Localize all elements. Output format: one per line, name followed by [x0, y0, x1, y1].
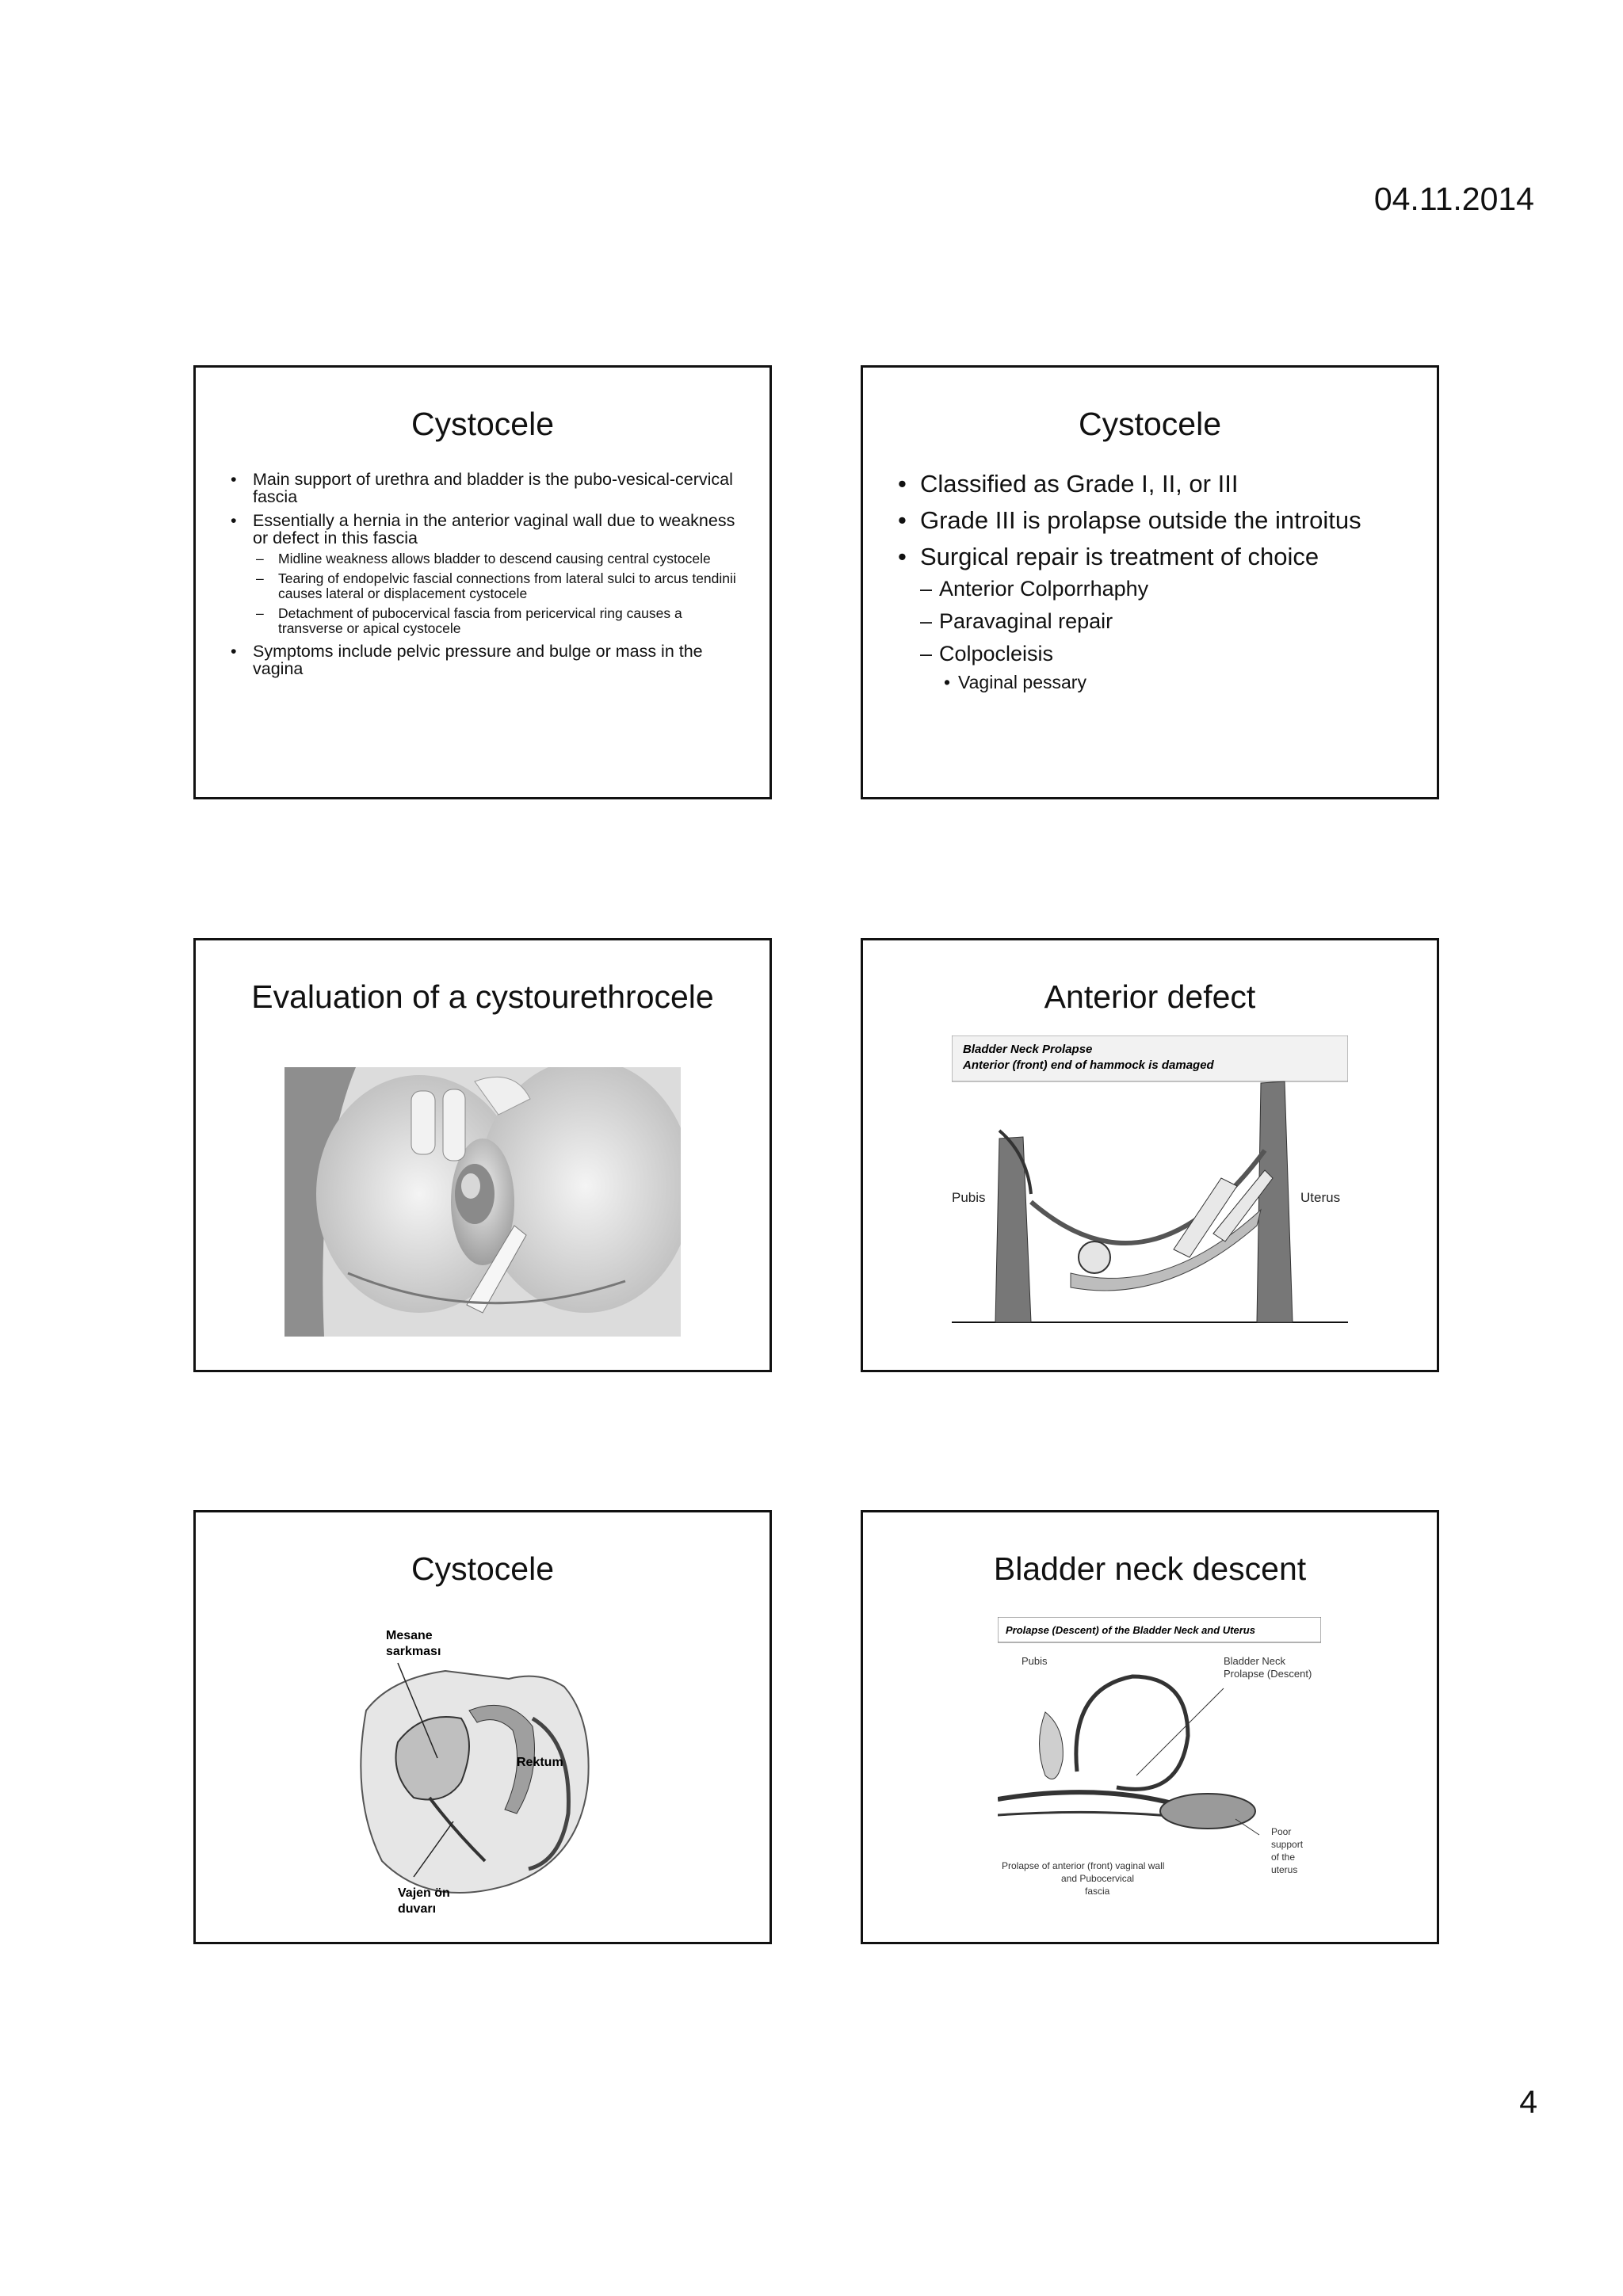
label-of-the: of the [1271, 1852, 1296, 1863]
anatomy-illustration [350, 1623, 604, 1924]
sub-bullet-item: – Tearing of endopelvic fascial connections from lateral sulci to arcus tendinii causes lateral or displacement cystocele [253, 571, 738, 601]
sub-sub-bullet-item: • Vaginal pessary [939, 672, 1413, 692]
label-uterus: uterus [1271, 1864, 1298, 1875]
label-pubis: Pubis [1022, 1655, 1048, 1667]
label-fascia: fascia [1085, 1886, 1110, 1897]
bullet-text: Surgical repair is treatment of choice [920, 543, 1319, 570]
label-rektum: Rektum [517, 1756, 563, 1769]
label-poor: Poor [1271, 1826, 1292, 1837]
slide-title: Cystocele [1078, 406, 1221, 442]
slide-cystocele-definition [193, 365, 772, 799]
figure-caption-line2: Anterior (front) end of hammock is damaged [963, 1058, 1214, 1072]
sub-bullet-item: – Midline weakness allows bladder to descend causing central cystocele [253, 551, 738, 566]
label-prolapse-descent: Prolapse (Descent) [1224, 1668, 1312, 1680]
sub-bullet-item [920, 642, 1413, 692]
slide-title: Anterior defect [1044, 978, 1256, 1015]
slide-bladder-neck-descent [861, 1510, 1439, 1944]
sub-bullet-text: Colpocleisis [939, 642, 1054, 666]
label-vajen-on: Vajen ön [398, 1886, 450, 1900]
bullet-list [895, 471, 1413, 702]
label-uterus: Uterus [1300, 1190, 1341, 1205]
label-bladder-neck: Bladder Neck [1224, 1655, 1286, 1667]
slide-title: Cystocele [411, 406, 554, 442]
sub-bullet-item: – Paravaginal repair [920, 609, 1413, 633]
hammock-diagram [952, 1035, 1348, 1344]
label-pubocervical: and Pubocervical [1061, 1873, 1135, 1884]
bullet-item [895, 543, 1413, 692]
label-duvari: duvarı [398, 1902, 437, 1916]
sub-bullet-list [920, 577, 1413, 692]
page-date: 04.11.2014 [1373, 181, 1534, 217]
bullet-item: • Classified as Grade I, II, or III [895, 471, 1413, 498]
bullet-item: • Main support of urethra and bladder is the pubo-vesical-cervical fascia [227, 471, 738, 505]
bullet-item: • Symptoms include pelvic pressure and bulge or mass in the vagina [227, 643, 738, 677]
sub-sub-bullet-list [939, 672, 1413, 692]
figure-caption-line1: Bladder Neck Prolapse [963, 1043, 1093, 1056]
bullet-text: Essentially a hernia in the anterior vaginal wall due to weakness or defect in this fascia [253, 511, 735, 547]
bullet-item: • Grade III is prolapse outside the introitus [895, 507, 1413, 534]
slide-title: Evaluation of a cystourethrocele [251, 978, 714, 1015]
clinical-photo [285, 1067, 681, 1337]
slide-cystocele-treatment [861, 365, 1439, 799]
label-mesane: Mesane [386, 1629, 433, 1642]
label-sarkmasi: sarkması [386, 1645, 441, 1658]
slide-cystocele-anatomy [193, 1510, 772, 1944]
bladder-neck-diagram [998, 1617, 1321, 1902]
slide-title: Bladder neck descent [993, 1550, 1307, 1587]
slide-title: Cystocele [411, 1550, 554, 1587]
sub-bullet-list [253, 551, 738, 636]
slide-evaluation [193, 938, 772, 1372]
figure-header: Prolapse (Descent) of the Bladder Neck and Uterus [1006, 1624, 1255, 1636]
sub-bullet-item: – Detachment of pubocervical fascia from pericervical ring causes a transverse or apical cystocele [253, 606, 738, 636]
label-support: support [1271, 1839, 1304, 1850]
page-number: 4 [1519, 2084, 1537, 2120]
bullet-list [227, 471, 738, 684]
slide-anterior-defect [861, 938, 1439, 1372]
sub-bullet-item: – Anterior Colporrhaphy [920, 577, 1413, 601]
bullet-item [227, 512, 738, 636]
label-prolapse-anterior: Prolapse of anterior (front) vaginal wall [1002, 1860, 1165, 1871]
label-pubis: Pubis [952, 1190, 986, 1205]
